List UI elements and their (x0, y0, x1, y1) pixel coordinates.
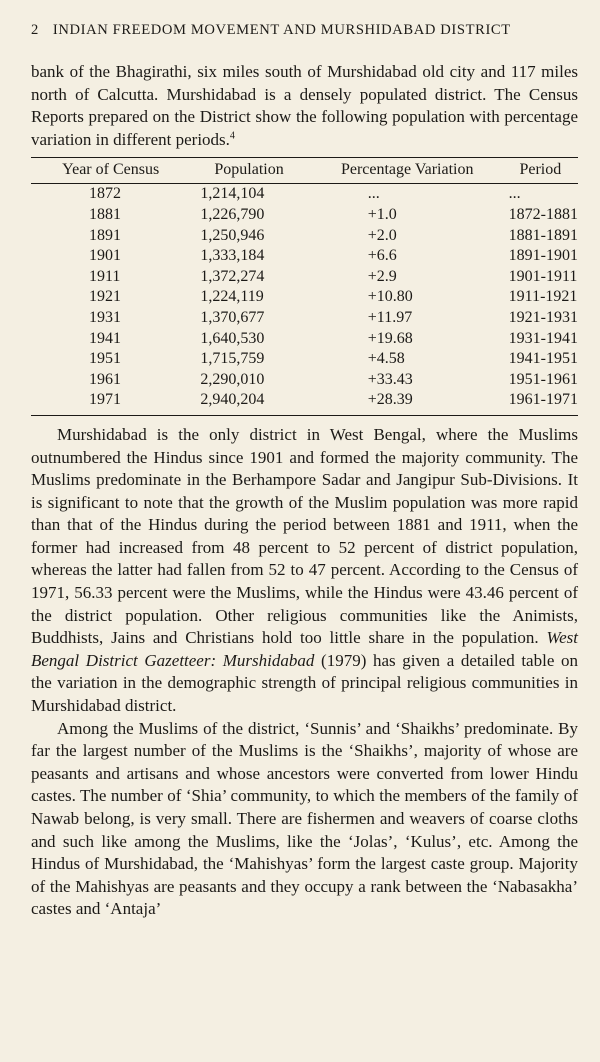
cell-year: 1872 (89, 185, 121, 203)
cell-period: 1891-1901 (508, 247, 578, 265)
census-table (31, 157, 578, 416)
cell-population: 2,940,204 (186, 390, 311, 415)
cell-variation: +11.97 (367, 308, 413, 326)
cell-variation: +6.6 (367, 247, 397, 265)
cell-period: 1872-1881 (508, 205, 578, 223)
cell-period: 1931-1941 (508, 329, 578, 347)
cell-year: 1931 (89, 308, 121, 326)
cell-variation: +28.39 (312, 390, 503, 415)
census-table-header (31, 158, 578, 184)
col-header-period: Period (503, 158, 578, 184)
table-row (31, 205, 578, 226)
col-header-variation: Percentage Variation (312, 158, 503, 184)
cell-variation: +33.43 (367, 370, 413, 388)
page-number: 2 (31, 22, 39, 38)
cell-year: 1951 (89, 350, 121, 368)
cell-year: 1921 (89, 288, 121, 306)
cell-population: 2,290,010 (200, 370, 265, 388)
table-row (31, 246, 578, 267)
cell-population: 1,214,104 (200, 185, 265, 203)
cell-period: 1911-1921 (508, 288, 578, 306)
paragraph-2-tail: (1979) has given a detailed table on the variation in the demographic strength of principal religious communities in Murshidabad district. (31, 650, 579, 716)
table-row (31, 267, 578, 288)
cell-population: 1,226,790 (200, 205, 265, 223)
cell-population: 1,224,119 (200, 288, 264, 306)
cell-variation: +2.0 (367, 226, 397, 244)
cell-year: 1911 (89, 267, 121, 285)
table-row (31, 287, 578, 308)
col-header-population: Population (186, 158, 311, 184)
footnote-marker: 4 (229, 130, 235, 142)
table-row (31, 226, 578, 247)
cell-year: 1891 (89, 226, 121, 244)
cell-population: 1,250,946 (200, 226, 265, 244)
cell-year: 1901 (89, 247, 121, 265)
cell-variation: +1.0 (367, 205, 397, 223)
table-row (31, 329, 578, 350)
cell-population: 1,333,184 (200, 247, 265, 265)
table-row (31, 349, 578, 370)
cell-period: 1901-1911 (508, 267, 578, 285)
cell-period: ... (508, 185, 521, 203)
cell-variation: +10.80 (367, 288, 413, 306)
cell-period: 1941-1951 (508, 350, 578, 368)
cell-period: 1961-1971 (503, 390, 578, 415)
col-header-year: Year of Census (31, 158, 186, 184)
cell-year: 1971 (31, 390, 186, 415)
gazetteer-title: West Bengal District Gazetteer: Murshidabad (31, 628, 578, 670)
cell-variation: +2.9 (367, 267, 397, 285)
cell-variation: +4.58 (367, 350, 405, 368)
table-row (31, 184, 578, 205)
cell-population: 1,372,274 (200, 267, 265, 285)
running-head-title: INDIAN FREEDOM MOVEMENT AND MURSHIDABAD DISTRICT (52, 22, 511, 38)
paragraph-castes: Among the Muslims of the district, ‘Sunnis’ and ‘Shaikhs’ predominate. By far the largest number of the Muslims is the ‘Shaikhs’, majority of whose are peasants and artisans and whose ancestors were converted from lower Hindu castes. The number of ‘Shia’ community, to which the members of the family of Nawab belong, is very small. There are fishermen and weavers of coarse cloths and such like among the Muslims, like the ‘Jolas’, ‘Kulus’, etc. Among the Hindus of Murshidabad, the ‘Mahishyas’ form the largest caste group. Majority of the Mahishyas are peasants and they occupy a rank between the ‘Nabasakha’ castes and ‘Antaja’ (31, 718, 578, 919)
table-row (31, 370, 578, 391)
cell-year: 1881 (89, 205, 121, 223)
paragraph-2-text: Murshidabad is the only district in West Bengal, where the Muslims outnumbered the Hindus since 1901 and formed the majority community. The Muslims predominate in the Berhampore Sadar and Jangipur Sub-Divisions. It is significant to note that the growth of the Muslim population was more rapid than that of the Hindus during the period between 1881 and 1911, when the former had increased from 48 percent to 52 percent of district population, whereas the latter had fallen from 52 to 47 percent. According to the Census of 1971, 56.33 percent were the Muslims, while the Hindus were 43.46 percent of the district population. Other religious communities like the Animists, Buddhists, Jains and Christians hold too little share in the population. (31, 424, 578, 648)
cell-period: 1951-1961 (508, 370, 578, 388)
cell-variation: +19.68 (367, 329, 413, 347)
cell-year: 1941 (89, 329, 121, 347)
cell-period: 1881-1891 (508, 226, 578, 244)
intro-paragraph (31, 61, 578, 151)
table-row (31, 308, 578, 329)
table-row (31, 390, 578, 415)
cell-population: 1,640,530 (200, 329, 265, 347)
paragraph-religion-stats (31, 424, 578, 718)
cell-period: 1921-1931 (508, 308, 578, 326)
cell-year: 1961 (89, 370, 121, 388)
cell-population: 1,370,677 (200, 308, 265, 326)
running-head (31, 22, 578, 44)
cell-population: 1,715,759 (200, 350, 265, 368)
intro-text: bank of the Bhagirathi, six miles south of Murshidabad old city and 117 miles north of Calcutta. Murshidabad is a densely populated district. The Census Reports prepared on the District show the following population with percentage variation in different periods. (31, 62, 578, 149)
cell-variation: ... (367, 185, 380, 203)
